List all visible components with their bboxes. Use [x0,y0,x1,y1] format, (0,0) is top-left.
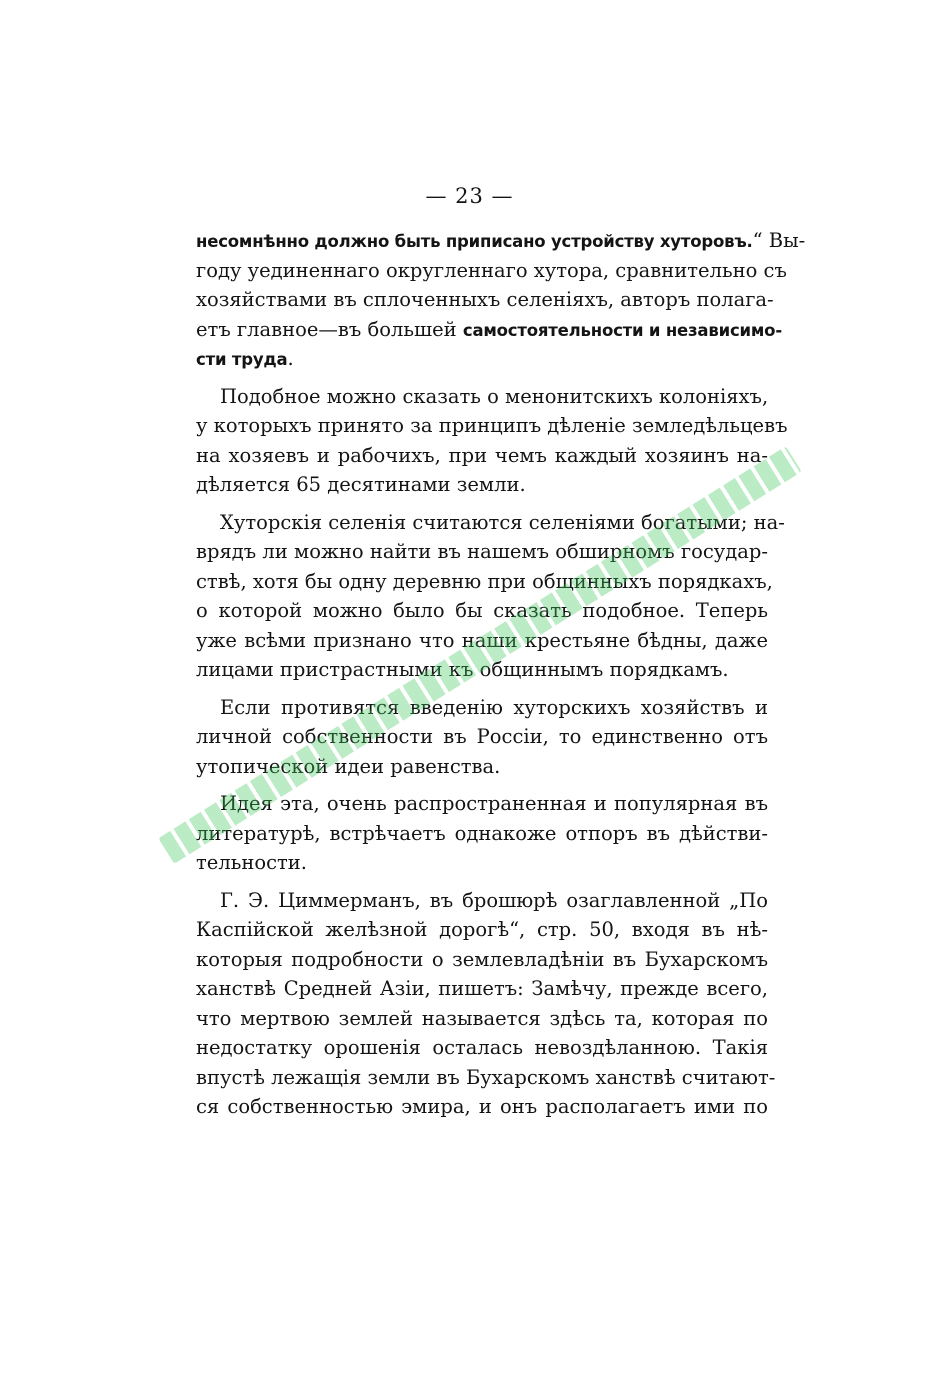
paragraph [196,886,776,1122]
text-line [196,752,768,782]
text-line [196,344,768,374]
text-segment: . [287,347,294,370]
text-segment: ствѣ, хотя бы одну деревню при общинныхъ порядкахъ, [196,569,773,593]
text-segment: етъ главное—въ большей [196,317,463,341]
text-segment: что мертвою землей называется здѣсь та, которая по [196,1006,768,1030]
text-segment: впустѣ лежащія земли въ Бухарскомъ ханствѣ считают- [196,1065,776,1089]
text-line [196,1092,768,1122]
text-segment: Подобное можно сказать о менонитскихъ колоніяхъ, [220,384,769,408]
text-segment: утопической идеи равенства. [196,754,501,778]
text-segment: лицами пристрастными къ общиннымъ порядкамъ. [196,658,729,681]
text-line [196,722,768,752]
text-line [196,1004,768,1034]
text-segment: личной собственности въ Россіи, то единственно отъ [196,725,768,748]
text-line [196,596,768,626]
paragraph [196,789,768,878]
text-line [196,848,768,878]
text-segment: Хуторскія селенія считаются селеніями богатыми; на- [220,510,785,534]
text-segment: о которой можно было бы сказать подобное. Теперь [196,599,768,622]
text-segment: литературѣ, встрѣчаетъ однакоже отпоръ въ дѣйстви- [196,821,768,845]
text-segment: Каспійской желѣзной дорогѣ“, стр. 50, входя въ нѣ- [196,918,768,941]
text-line [196,1063,776,1093]
text-segment: “ Вы- [752,229,806,252]
text-line [196,819,768,849]
text-line [196,411,788,441]
text-segment: Идея эта, очень распространенная и популярная въ [220,792,768,815]
text-segment: на хозяевъ и рабочихъ, при чемъ каждый хозяинъ на- [196,443,768,467]
text-segment: тельности. [196,851,307,874]
text-segment: Если противятся введенію хуторскихъ хозяйствъ и [220,695,768,719]
text-line [196,256,787,286]
text-line [196,315,782,345]
text-line [196,974,768,1004]
emphasis-text: сти труда [196,350,288,369]
text-segment: году уединеннаго округленнаго хутора, сравнительно съ [196,258,787,282]
text-line [196,441,768,471]
text-line [196,508,785,538]
text-line [196,226,806,256]
text-line [196,626,768,656]
page-number: — 23 — [425,184,514,208]
text-segment: которыя подробности о землевладѣніи въ Бухарскомъ [196,947,768,971]
text-segment: врядъ ли можно найти въ нашемъ обширномъ государ- [196,540,768,563]
text-line [196,382,768,412]
paragraph [196,693,768,782]
text-line [196,915,768,945]
text-segment: уже всѣми признано что наши крестьяне бѣдны, даже [196,628,768,652]
emphasis-text: несомнѣнно должно быть приписано устройству хуторовъ. [196,232,753,251]
text-segment: хозяйствами въ сплоченныхъ селеніяхъ, авторъ полага- [196,288,774,311]
text-segment: ся собственностью эмира, и онъ располагаетъ ими по [196,1095,768,1118]
paragraph [196,226,806,374]
text-segment: у которыхъ принято за принципъ дѣленіе земледѣльцевъ [196,414,788,437]
paragraph [196,382,788,500]
text-line [196,470,768,500]
text-segment: Г. Э. Циммерманъ, въ брошюрѣ озаглавленной „По [220,888,768,912]
text-segment: недостатку орошенія осталась невоздѣланною. Такія [196,1036,768,1059]
body-text [196,226,806,1122]
text-line [196,789,768,819]
text-line [196,886,768,916]
text-line [196,1033,768,1063]
text-line [196,567,773,597]
text-segment: ханствѣ Средней Азіи, пишетъ: Замѣчу, прежде всего, [196,977,768,1000]
text-line [196,655,768,685]
text-line [196,537,768,567]
text-line [196,285,774,315]
emphasis-text: самостоятельности и независимо- [462,320,782,340]
text-segment: дѣляется 65 десятинами земли. [196,473,526,496]
text-line [196,945,768,975]
text-line [196,693,768,723]
paragraph [196,508,785,685]
